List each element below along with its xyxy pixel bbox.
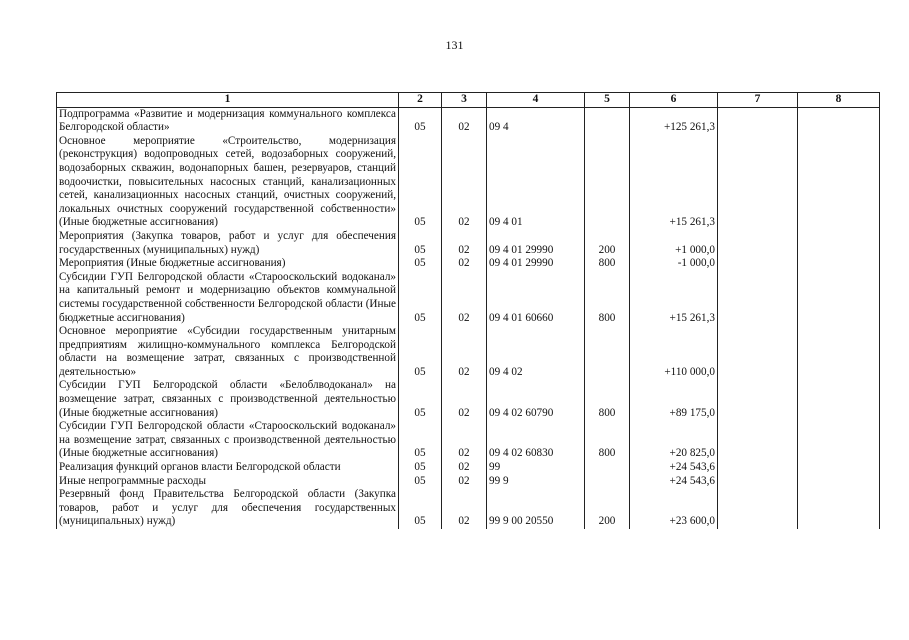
row-col7 [718,379,798,420]
row-expense-type: 200 [585,488,630,529]
row-amount: +89 175,0 [630,379,718,420]
row-amount: +24 543,6 [630,475,718,489]
table-row [57,461,880,475]
row-col7 [718,230,798,257]
row-target-code: 09 4 02 60830 [487,420,585,461]
budget-table [56,92,880,530]
table-row [57,475,880,489]
table-row [57,257,880,271]
row-section: 05 [399,271,442,325]
row-col8 [798,461,880,475]
row-subsection: 02 [442,257,487,271]
col-header-3: 3 [442,93,487,108]
row-section: 05 [399,135,442,230]
col-header-8: 8 [798,93,880,108]
row-col7 [718,420,798,461]
col-header-1: 1 [57,93,399,108]
row-target-code: 09 4 01 [487,135,585,230]
row-col7 [718,271,798,325]
row-col7 [718,488,798,529]
row-description: Основное мероприятие «Строительство, модернизация (реконструкция) водопроводных сетей, водозаборных сооружений, водозаборных скважин, водонапорных башен, резервуаров, станций водоочистки, повысительных насосных станций, канализационных сетей, канализационных насосных станций, очистных сооружений, локальных очистных сооружений государственной собственности» (Иные бюджетные ассигнования) [57,135,399,230]
row-description: Мероприятия (Закупка товаров, работ и услуг для обеспечения государственных (муниципальных) нужд) [57,230,399,257]
row-target-code: 09 4 [487,107,585,135]
row-amount: +24 543,6 [630,461,718,475]
row-col8 [798,325,880,379]
table-row [57,488,880,529]
row-section: 05 [399,325,442,379]
row-col7 [718,107,798,135]
row-target-code: 99 9 [487,475,585,489]
row-col8 [798,379,880,420]
table-row [57,271,880,325]
table-row [57,379,880,420]
row-description: Иные непрограммные расходы [57,475,399,489]
row-amount: +15 261,3 [630,271,718,325]
row-expense-type: 200 [585,230,630,257]
row-description: Реализация функций органов власти Белгородской области [57,461,399,475]
row-section: 05 [399,475,442,489]
col-header-2: 2 [399,93,442,108]
row-description: Подпрограмма «Развитие и модернизация коммунального комплекса Белгородской области» [57,107,399,135]
page-number: 131 [445,38,464,52]
row-col7 [718,475,798,489]
row-subsection: 02 [442,325,487,379]
row-col8 [798,135,880,230]
row-subsection: 02 [442,107,487,135]
row-col7 [718,257,798,271]
row-subsection: 02 [442,475,487,489]
header-row [57,93,880,108]
row-description: Основное мероприятие «Субсидии государственным унитарным предприятиям жилищно-коммунального комплекса Белгородской области на возмещение затрат, связанных с производственной деятельностью» [57,325,399,379]
row-description: Резервный фонд Правительства Белгородской области (Закупка товаров, работ и услуг для обеспечения государственных (муниципальных) нужд) [57,488,399,529]
row-col8 [798,230,880,257]
row-col8 [798,271,880,325]
table-row [57,107,880,135]
row-target-code: 09 4 01 29990 [487,230,585,257]
row-expense-type: 800 [585,420,630,461]
row-target-code: 99 9 00 20550 [487,488,585,529]
row-amount: +125 261,3 [630,107,718,135]
row-subsection: 02 [442,379,487,420]
row-col7 [718,135,798,230]
row-expense-type [585,107,630,135]
row-subsection: 02 [442,488,487,529]
row-description: Субсидии ГУП Белгородской области «Белоблводоканал» на возмещение затрат, связанных с производственной деятельностью (Иные бюджетные ассигнования) [57,379,399,420]
row-expense-type: 800 [585,257,630,271]
row-col8 [798,257,880,271]
col-header-4: 4 [487,93,585,108]
row-expense-type: 800 [585,379,630,420]
row-subsection: 02 [442,461,487,475]
row-amount: +110 000,0 [630,325,718,379]
col-header-6: 6 [630,93,718,108]
table-row [57,135,880,230]
table-row [57,420,880,461]
row-target-code: 09 4 02 60790 [487,379,585,420]
page-bottom-margin [40,567,900,640]
row-target-code: 09 4 01 29990 [487,257,585,271]
row-col8 [798,107,880,135]
row-expense-type [585,475,630,489]
row-section: 05 [399,488,442,529]
row-section: 05 [399,379,442,420]
row-amount: +20 825,0 [630,420,718,461]
row-description: Мероприятия (Иные бюджетные ассигнования) [57,257,399,271]
row-amount: +23 600,0 [630,488,718,529]
row-section: 05 [399,420,442,461]
row-section: 05 [399,461,442,475]
row-expense-type: 800 [585,271,630,325]
row-expense-type [585,461,630,475]
row-col8 [798,475,880,489]
row-target-code: 09 4 01 60660 [487,271,585,325]
row-section: 05 [399,107,442,135]
row-col8 [798,420,880,461]
row-subsection: 02 [442,420,487,461]
row-amount: +1 000,0 [630,230,718,257]
row-col8 [798,488,880,529]
table-row [57,230,880,257]
col-header-5: 5 [585,93,630,108]
col-header-7: 7 [718,93,798,108]
row-amount: -1 000,0 [630,257,718,271]
row-expense-type [585,135,630,230]
row-amount: +15 261,3 [630,135,718,230]
row-col7 [718,325,798,379]
row-subsection: 02 [442,271,487,325]
row-target-code: 99 [487,461,585,475]
row-description: Субсидии ГУП Белгородской области «Старооскольский водоканал» на возмещение затрат, связанных с производственной деятельностью (Иные бюджетные ассигнования) [57,420,399,461]
table-row [57,325,880,379]
row-subsection: 02 [442,230,487,257]
row-col7 [718,461,798,475]
row-section: 05 [399,257,442,271]
row-target-code: 09 4 02 [487,325,585,379]
row-expense-type [585,325,630,379]
row-section: 05 [399,230,442,257]
row-subsection: 02 [442,135,487,230]
row-description: Субсидии ГУП Белгородской области «Старооскольский водоканал» на капитальный ремонт и модернизацию объектов коммунальной системы государственной собственности Белгородской области (Иные бюджетные ассигнования) [57,271,399,325]
